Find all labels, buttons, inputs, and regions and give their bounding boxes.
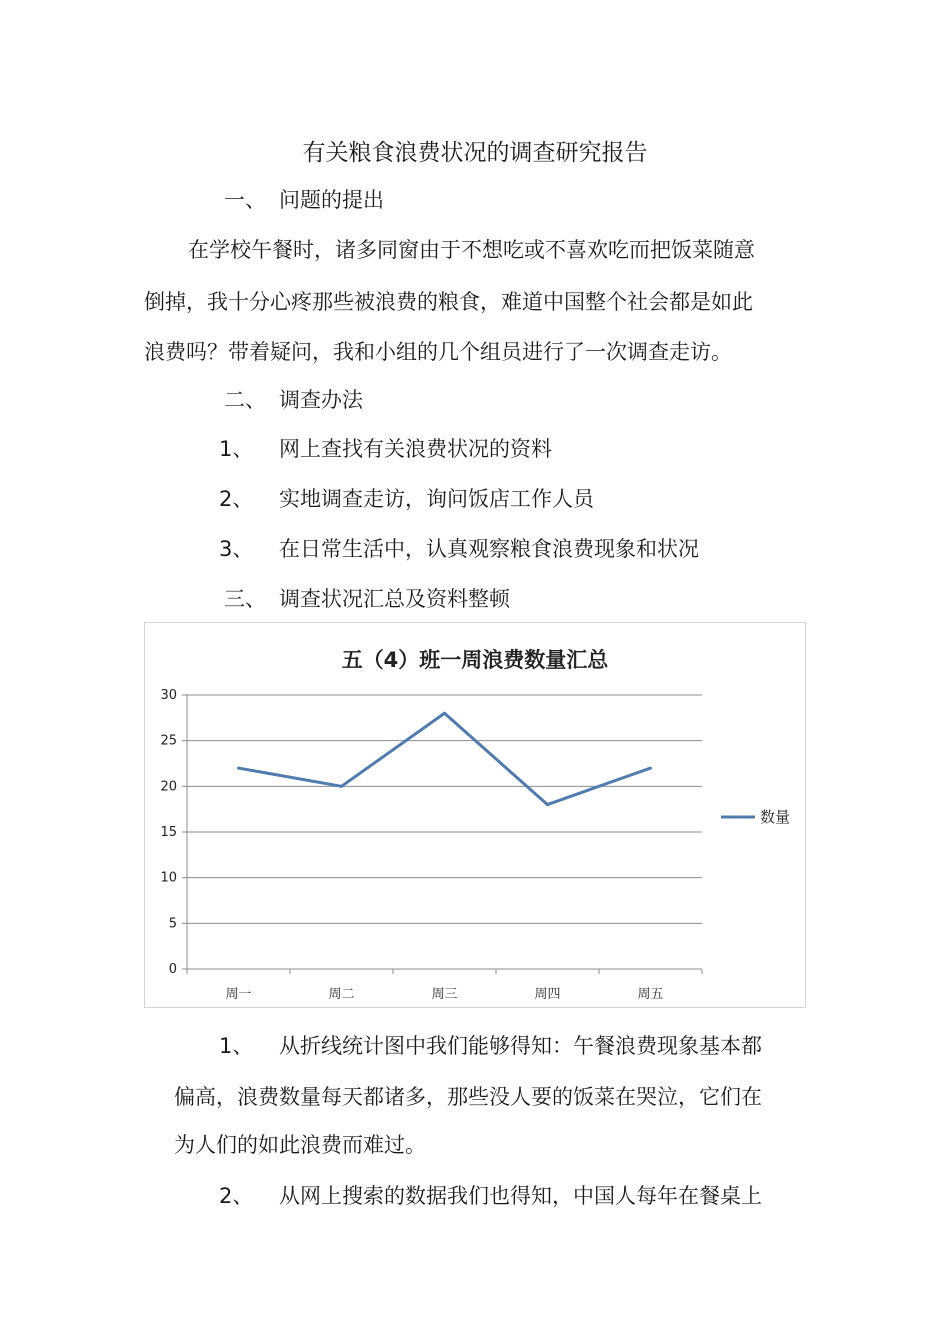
section-3-number: 三、 xyxy=(224,587,266,611)
y-tick-label: 20 xyxy=(160,779,177,795)
method-3-number: 3、 xyxy=(219,537,254,561)
finding-1-line-2: 偏高，浪费数量每天都诸多，那些没人要的饭菜在哭泣，它们在 xyxy=(174,1085,762,1109)
series-line xyxy=(239,713,651,804)
finding-1-number: 1、 xyxy=(219,1034,254,1058)
data-point xyxy=(649,767,652,770)
paragraph-1-line-1: 在学校午餐时，诸多同窗由于不想吃或不喜欢吃而把饭菜随意 xyxy=(188,238,755,262)
data-point xyxy=(237,767,240,770)
y-tick-label: 30 xyxy=(160,688,177,703)
line-chart xyxy=(144,622,806,1008)
y-tick-label: 15 xyxy=(160,825,177,840)
chart-title: 五（4）班一周浪费数量汇总 xyxy=(341,648,609,672)
method-1-number: 1、 xyxy=(219,437,254,461)
legend-label: 数量 xyxy=(760,808,791,826)
x-tick-label: 周四 xyxy=(534,987,561,1002)
paragraph-1-line-3: 浪费吗？带着疑问，我和小组的几个组员进行了一次调查走访。 xyxy=(144,340,732,364)
data-point xyxy=(546,803,549,806)
x-tick-label: 周二 xyxy=(328,987,355,1002)
data-point xyxy=(340,785,343,788)
section-2-heading: 调查办法 xyxy=(279,388,363,412)
paragraph-1-line-2: 倒掉，我十分心疼那些被浪费的粮食，难道中国整个社会都是如此 xyxy=(144,290,753,314)
x-tick-label: 周三 xyxy=(431,987,458,1002)
x-tick-label: 周一 xyxy=(225,987,252,1002)
method-2-number: 2、 xyxy=(219,487,254,511)
data-point xyxy=(443,712,446,715)
section-1-heading: 问题的提出 xyxy=(279,188,384,212)
method-3-text: 在日常生活中，认真观察粮食浪费现象和状况 xyxy=(279,537,699,561)
method-1-text: 网上查找有关浪费状况的资料 xyxy=(279,437,552,461)
x-tick-label: 周五 xyxy=(637,987,664,1002)
line-chart-svg xyxy=(145,623,807,1009)
section-2-number: 二、 xyxy=(224,388,266,412)
page-title: 有关粮食浪费状况的调查研究报告 xyxy=(302,140,648,166)
method-2-text: 实地调查走访，询问饭店工作人员 xyxy=(279,487,594,511)
y-tick-label: 10 xyxy=(160,870,177,886)
finding-1-line-3: 为人们的如此浪费而难过。 xyxy=(174,1133,426,1157)
section-3-heading: 调查状况汇总及资料整顿 xyxy=(279,587,510,611)
y-tick-label: 5 xyxy=(168,916,177,932)
y-tick-label: 0 xyxy=(168,962,177,977)
y-tick-label: 25 xyxy=(160,733,177,749)
finding-1-line-1: 从折线统计图中我们能够得知：午餐浪费现象基本都 xyxy=(279,1034,762,1058)
finding-2-line-1: 从网上搜索的数据我们也得知，中国人每年在餐桌上 xyxy=(279,1184,762,1208)
finding-2-number: 2、 xyxy=(219,1184,254,1208)
section-1-number: 一、 xyxy=(224,188,266,212)
